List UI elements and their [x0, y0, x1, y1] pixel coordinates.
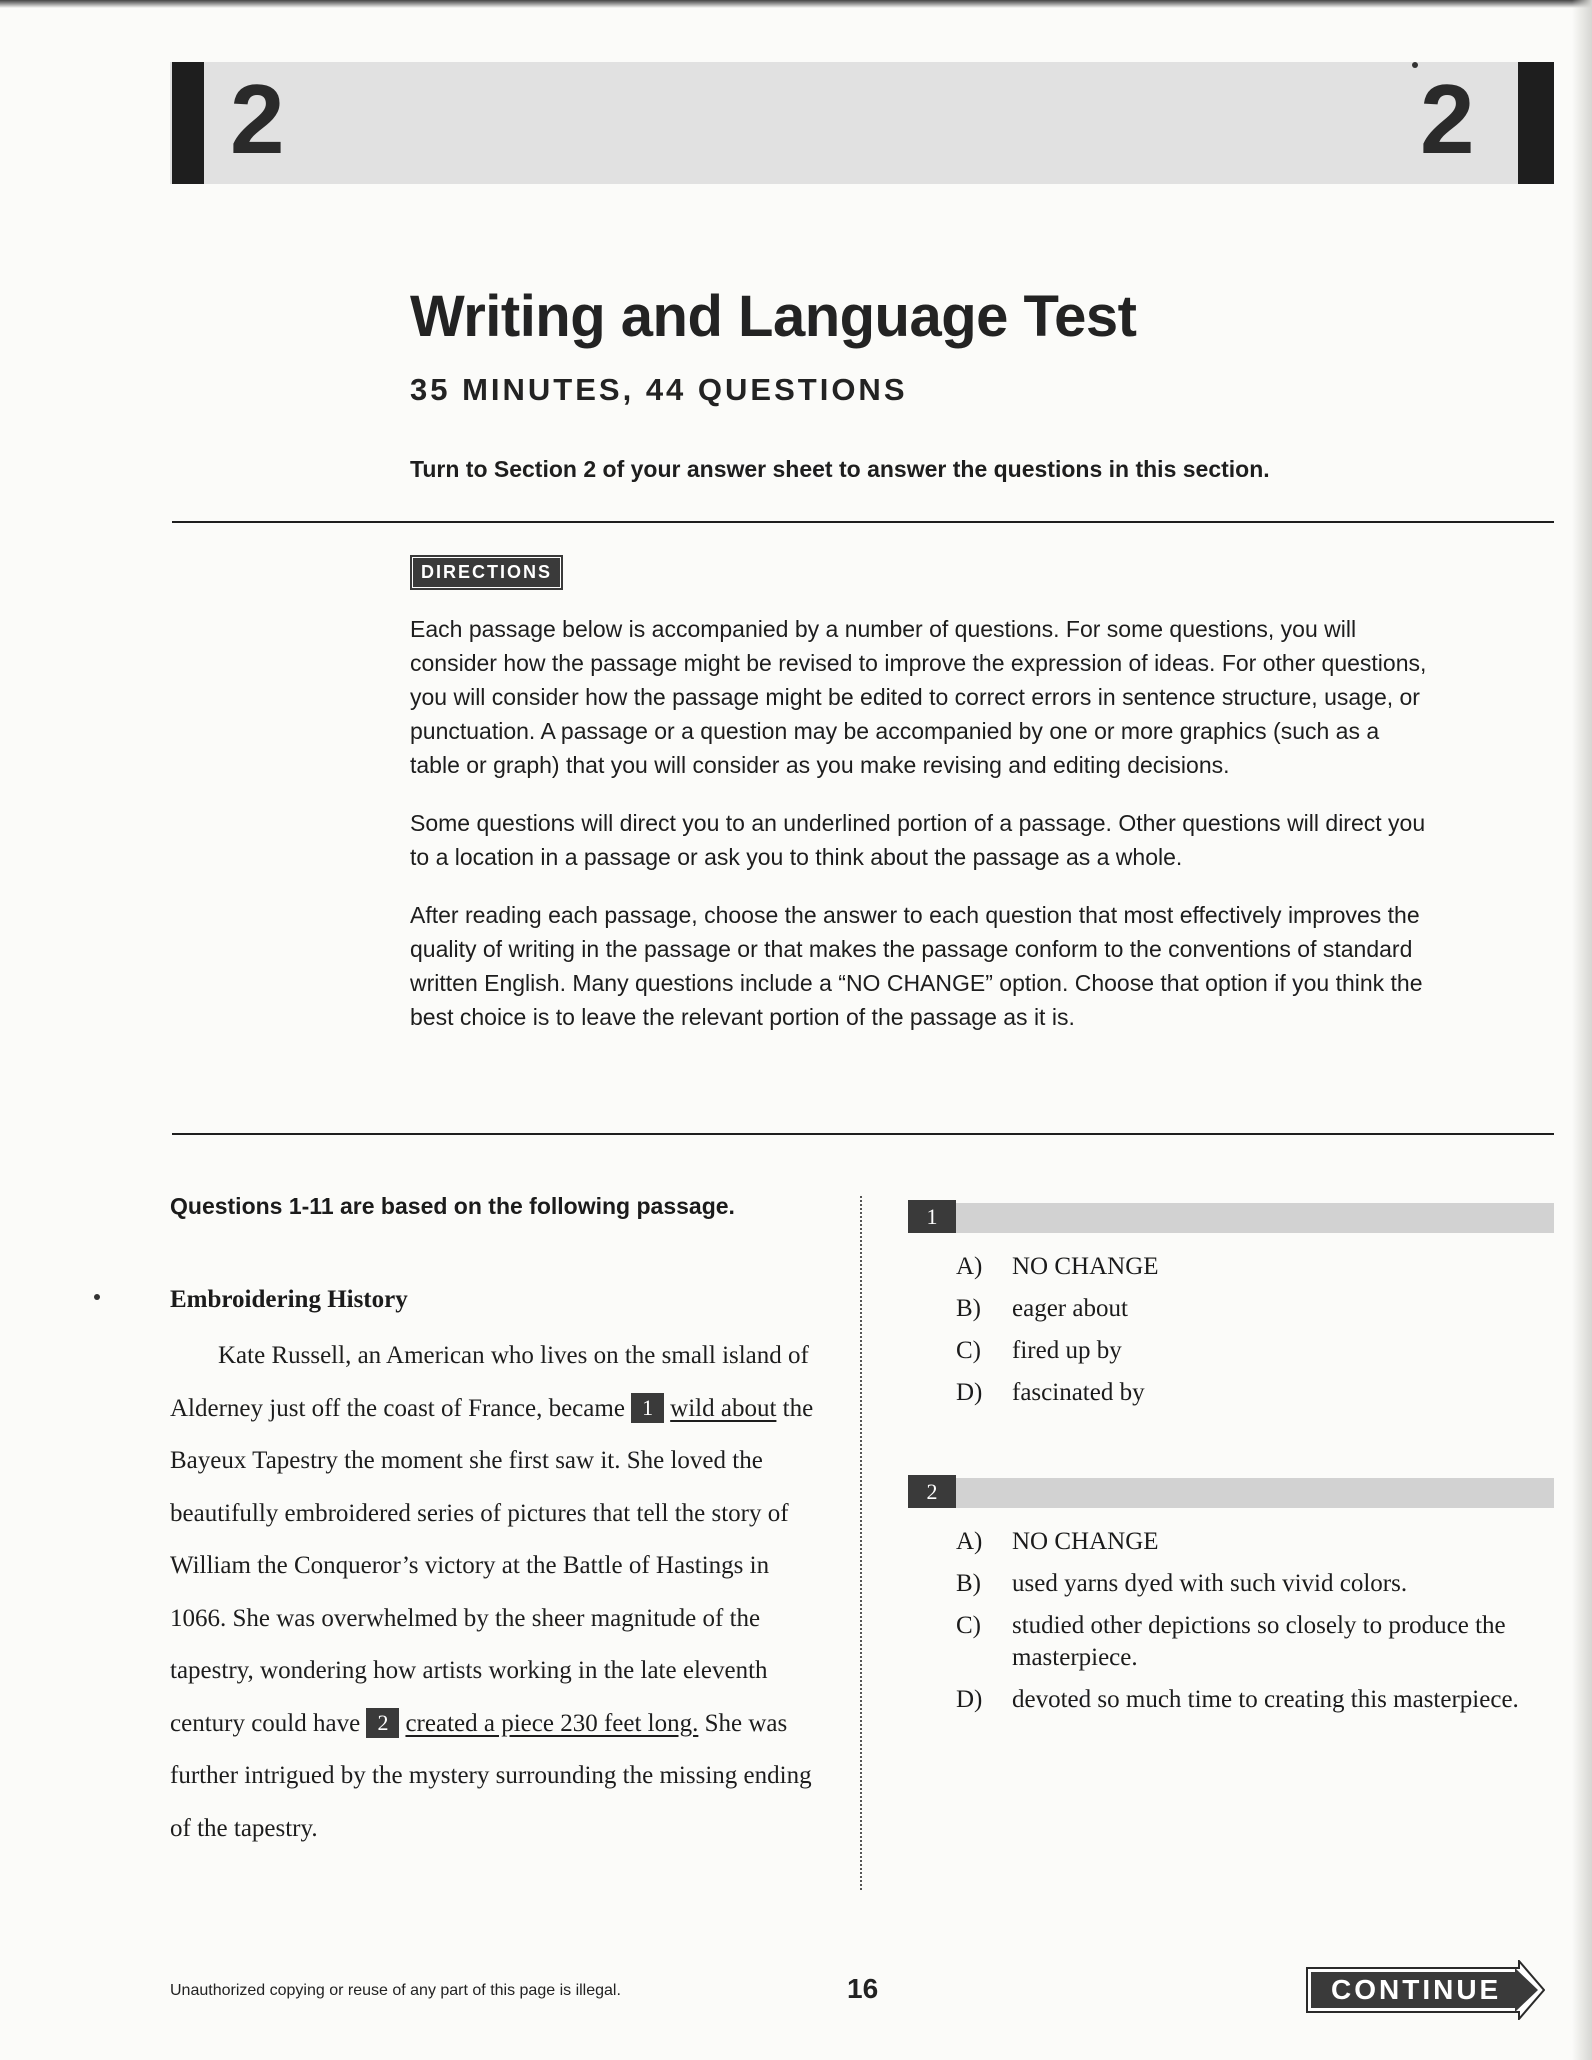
- page-edge-shadow: [1572, 0, 1592, 2060]
- directions-label: DIRECTIONS: [412, 557, 561, 588]
- option-text: NO CHANGE: [1012, 1528, 1159, 1555]
- option-text: fascinated by: [1012, 1379, 1145, 1406]
- answer-option-d[interactable]: [908, 1377, 1554, 1409]
- question-header-band: [908, 1203, 1554, 1233]
- option-text: devoted so much time to creating this masterpiece.: [1012, 1686, 1519, 1713]
- question-header-band: [908, 1478, 1554, 1508]
- test-subtitle: 35 MINUTES, 44 QUESTIONS: [410, 372, 908, 407]
- option-text: studied other depictions so closely to produce the masterpiece.: [1012, 1612, 1506, 1671]
- directions-text: [410, 612, 1430, 1058]
- section-marker-bar-right: [1518, 62, 1554, 184]
- answer-option-c[interactable]: [908, 1610, 1554, 1674]
- question-1: [908, 1200, 1554, 1419]
- passage-column: [170, 1190, 820, 1842]
- option-letter: B): [956, 1570, 981, 1597]
- option-letter: D): [956, 1379, 983, 1406]
- underlined-portion-2: created a piece 230 feet long.: [405, 1709, 699, 1737]
- margin-mark: [1412, 62, 1418, 68]
- question-marker-1: 1: [631, 1393, 664, 1423]
- section-number-left: 2: [230, 64, 285, 174]
- scan-edge: [0, 0, 1592, 8]
- answer-option-b[interactable]: [908, 1568, 1554, 1600]
- directions-paragraph: Each passage below is accompanied by a number of questions. For some questions, you will consider how the passage might be revised to improve the expression of ideas. For other questions, you will consider how the passage might be edited to correct errors in sentence structure, usage, or punctuation. A passage or a question may be accompanied by one or more graphics (such as a table or graph) that you will consider as you make revising and editing decisions.: [410, 616, 1427, 778]
- option-letter: A): [956, 1253, 983, 1280]
- passage-text-segment: the Bayeux Tapestry the moment she first saw it. She loved the beautifully embroidered series of pictures that tell the story of William the Conqueror’s victory at the Battle of Hastings in 1066. She was overwhelmed by the sheer magnitude of the tapestry, wondering how artists working in the late eleventh century could have: [170, 1394, 814, 1737]
- answer-options: [908, 1526, 1554, 1716]
- answer-options: [908, 1251, 1554, 1409]
- answer-option-b[interactable]: [908, 1293, 1554, 1325]
- section-header-band: [170, 62, 1554, 184]
- question-header: [908, 1475, 1554, 1508]
- answer-option-d[interactable]: [908, 1684, 1554, 1716]
- passage-text-segment: Kate Russell, an American who lives on the small island of Alderney just off the coast of France, became: [170, 1342, 809, 1422]
- question-header: [908, 1200, 1554, 1233]
- question-2: [908, 1475, 1554, 1726]
- underlined-portion-1: wild about: [670, 1394, 777, 1422]
- option-letter: D): [956, 1686, 983, 1713]
- option-letter: C): [956, 1612, 981, 1639]
- question-number: 2: [908, 1475, 956, 1508]
- option-text: NO CHANGE: [1012, 1253, 1159, 1280]
- divider-rule-bottom: [172, 1133, 1554, 1135]
- continue-label: CONTINUE: [1331, 1974, 1502, 2005]
- page-number: 16: [847, 1973, 879, 2004]
- column-divider: [860, 1196, 862, 1890]
- option-letter: B): [956, 1295, 981, 1322]
- continue-button[interactable]: [1305, 1960, 1545, 2020]
- question-number: 1: [908, 1200, 956, 1233]
- answer-option-a[interactable]: [908, 1251, 1554, 1283]
- section-marker-bar-left: [172, 62, 204, 184]
- section-number-right: 2: [1420, 64, 1475, 174]
- option-letter: C): [956, 1337, 981, 1364]
- directions-paragraph: After reading each passage, choose the answer to each question that most effectively improves the quality of writing in the passage or that makes the passage conform to the conventions of standard written English. Many questions include a “NO CHANGE” option. Choose that option if you think the best choice is to leave the relevant portion of the passage as it is.: [410, 902, 1423, 1030]
- passage-text: [170, 1330, 820, 1855]
- passage-text-segment: She was further intrigued by the mystery surrounding the missing ending of the tapestry.: [170, 1709, 812, 1842]
- option-text: fired up by: [1012, 1337, 1122, 1364]
- answer-option-c[interactable]: [908, 1335, 1554, 1367]
- option-text: used yarns dyed with such vivid colors.: [1012, 1570, 1408, 1597]
- passage-title: Embroidering History: [170, 1286, 408, 1313]
- option-letter: A): [956, 1528, 983, 1555]
- option-text: eager about: [1012, 1295, 1128, 1322]
- margin-mark: [94, 1294, 100, 1300]
- directions-paragraph: Some questions will direct you to an underlined portion of a passage. Other questions will direct you to a location in a passage or ask you to think about the passage as a whole.: [410, 810, 1426, 870]
- question-marker-2: 2: [366, 1708, 399, 1738]
- test-title: Writing and Language Test: [410, 284, 1137, 349]
- divider-rule-top: [172, 521, 1554, 523]
- passage-intro: Questions 1-11 are based on the following passage.: [170, 1193, 735, 1219]
- section-instruction: Turn to Section 2 of your answer sheet to answer the questions in this section.: [410, 456, 1270, 482]
- copyright-notice: Unauthorized copying or reuse of any part of this page is illegal.: [170, 1982, 621, 1999]
- answer-option-a[interactable]: [908, 1526, 1554, 1558]
